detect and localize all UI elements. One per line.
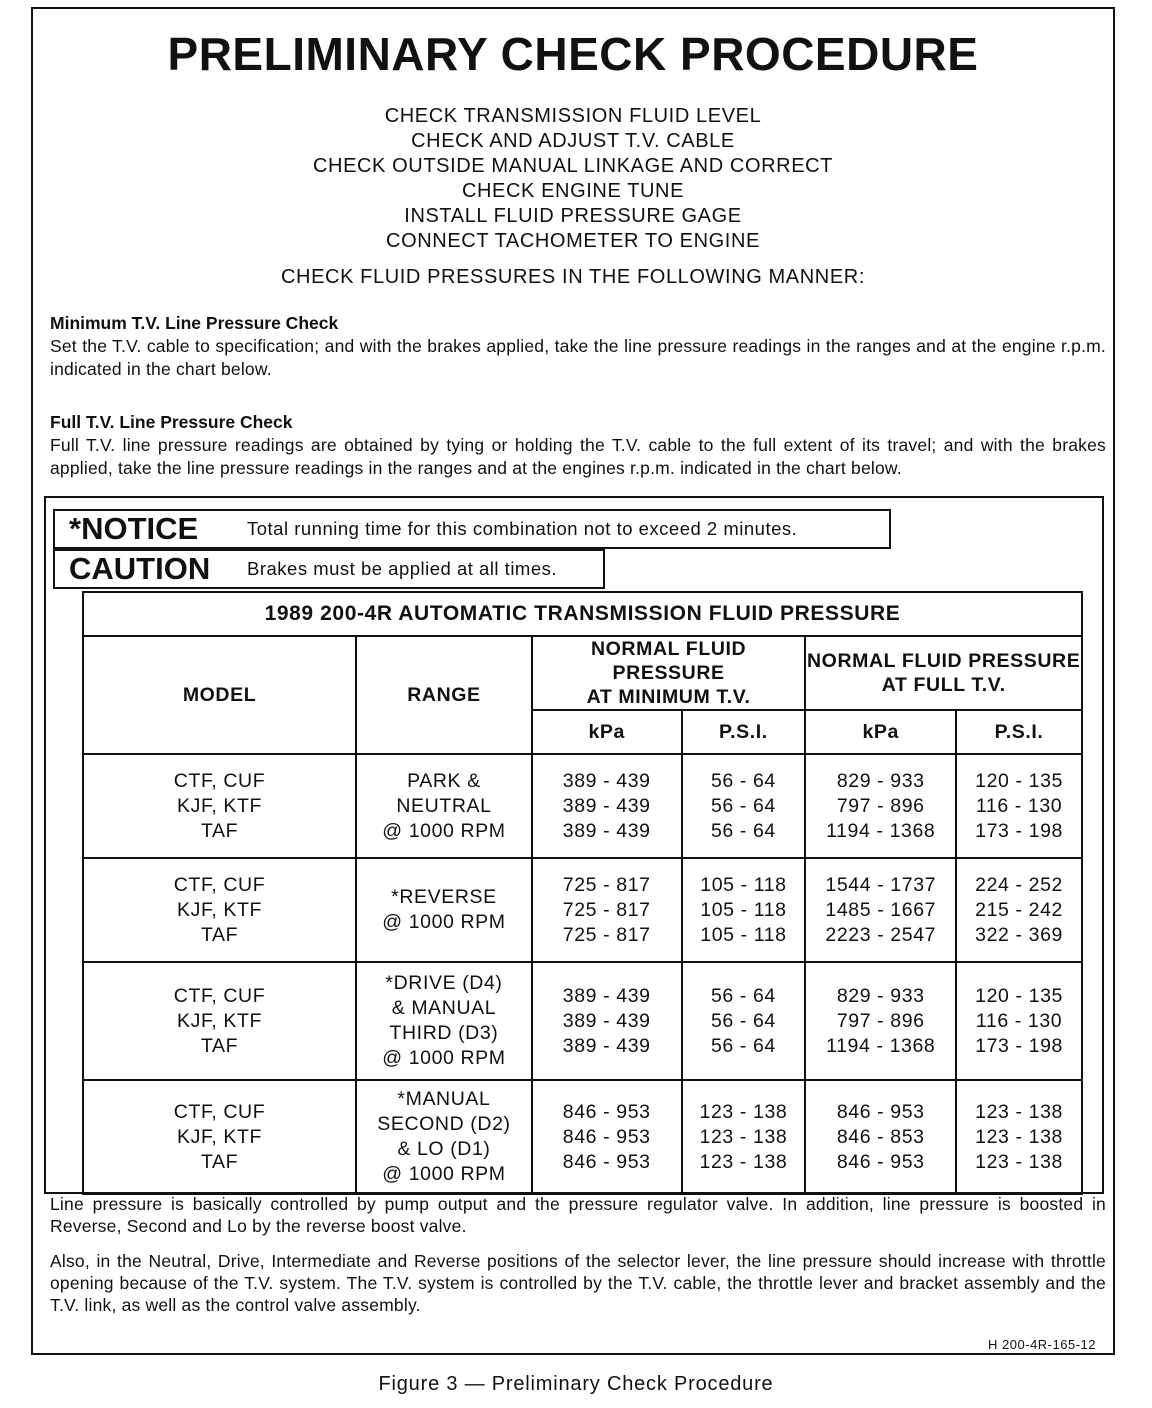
min-psi-cell — [682, 962, 806, 1080]
value-line: 173 - 198 — [975, 819, 1063, 842]
check-item: CONNECT TACHOMETER TO ENGINE — [386, 230, 760, 252]
fluid-pressure-table — [82, 591, 1083, 1195]
figure-caption: Figure 3 — Preliminary Check Procedure — [378, 1373, 774, 1395]
value-line: 123 - 138 — [975, 1125, 1063, 1148]
value-line: 389 - 439 — [562, 819, 651, 842]
caution-label: CAUTION — [69, 551, 211, 586]
full-tv-header — [805, 636, 1082, 710]
model-line: KJF, KTF — [177, 1125, 263, 1148]
notice-text: Total running time for this combination not to exceed 2 minutes. — [247, 518, 798, 539]
footer-paragraph: Line pressure is basically controlled by pump output and the pressure regulator valve. In addition, line pressure is boosted in Reverse, Second and Lo by the reverse boost valve. — [50, 1194, 1106, 1236]
value-line: 389 - 439 — [562, 1034, 651, 1057]
value-line: 56 - 64 — [710, 794, 776, 817]
table-row — [83, 754, 1082, 858]
full-psi-cell — [956, 858, 1082, 962]
value-line: 120 - 135 — [975, 769, 1063, 792]
range-line: *REVERSE — [391, 886, 497, 908]
value-line: 224 - 252 — [975, 873, 1063, 896]
full-tv-section — [50, 411, 1106, 480]
value-line: 1194 - 1368 — [826, 819, 936, 842]
check-item: CHECK ENGINE TUNE — [461, 180, 685, 202]
value-line: 389 - 439 — [562, 769, 651, 792]
full-tv-text: Full T.V. line pressure readings are obtained by tying or holding the T.V. cable to the full extent of its travel; and with the brakes applied, take the line pressure readings in the ranges and at the engines r.p.m. indicated in the chart below. — [50, 435, 1106, 478]
range-cell — [356, 962, 532, 1080]
min-kpa-cell — [532, 962, 682, 1080]
models-cell — [83, 962, 356, 1080]
range-line: *DRIVE (D4) — [385, 972, 503, 994]
notice-label: *NOTICE — [69, 511, 199, 546]
check-item: CHECK TRANSMISSION FLUID LEVEL — [384, 105, 762, 127]
value-line: 1485 - 1667 — [825, 898, 937, 921]
check-list — [33, 104, 1113, 290]
min-tv-heading: Minimum T.V. Line Pressure Check — [50, 313, 339, 333]
value-line: 116 - 130 — [975, 794, 1063, 817]
value-line: 829 - 933 — [836, 769, 925, 792]
value-line: 797 - 896 — [836, 794, 925, 817]
range-line: PARK & — [407, 769, 481, 792]
value-line: 322 - 369 — [975, 923, 1063, 946]
value-line: 215 - 242 — [975, 898, 1063, 921]
range-line: @ 1000 RPM — [382, 819, 506, 842]
range-line: & LO (D1) — [397, 1138, 491, 1160]
min-kpa-cell — [532, 1080, 682, 1194]
value-line: 2223 - 2547 — [825, 923, 937, 946]
models-cell — [83, 1080, 356, 1194]
check-item: INSTALL FLUID PRESSURE GAGE — [404, 205, 742, 227]
value-line: 56 - 64 — [710, 819, 776, 842]
full-tv-header-line: AT FULL T.V. — [881, 674, 1006, 696]
full-kpa-cell — [805, 962, 956, 1080]
min-tv-text: Set the T.V. cable to specification; and with the brakes applied, take the line pressure readings in the ranges and at the engine r.p.m. indicated in the chart below. — [50, 336, 1106, 379]
model-line: TAF — [200, 923, 239, 946]
value-line: 389 - 439 — [562, 1009, 651, 1032]
page-title: PRELIMINARY CHECK PROCEDURE — [167, 28, 979, 80]
full-psi-cell — [956, 1080, 1082, 1194]
value-line: 56 - 64 — [710, 1034, 776, 1057]
value-line: 846 - 953 — [562, 1125, 651, 1148]
value-line: 56 - 64 — [710, 769, 776, 792]
full-kpa-cell — [805, 754, 956, 858]
model-line: TAF — [200, 1150, 239, 1173]
value-line: 846 - 953 — [562, 1100, 651, 1123]
model-line: KJF, KTF — [177, 898, 263, 921]
full-psi-cell — [956, 754, 1082, 858]
model-line: CTF, CUF — [173, 873, 266, 896]
value-line: 105 - 118 — [700, 873, 787, 896]
range-line: *MANUAL — [397, 1088, 491, 1110]
unit-kpa-full: kPa — [805, 710, 956, 754]
full-tv-header-line: NORMAL FLUID PRESSURE — [807, 650, 1081, 672]
value-line: 725 - 817 — [562, 898, 651, 921]
check-manner: CHECK FLUID PRESSURES IN THE FOLLOWING MANNER: — [281, 266, 865, 288]
unit-psi-full: P.S.I. — [956, 710, 1082, 754]
models-cell — [83, 754, 356, 858]
value-line: 1194 - 1368 — [826, 1034, 936, 1057]
min-tv-section — [50, 312, 1106, 381]
min-kpa-cell — [532, 858, 682, 962]
value-line: 123 - 138 — [699, 1125, 788, 1148]
range-line: @ 1000 RPM — [382, 1163, 506, 1185]
min-tv-header-line: NORMAL FLUID PRESSURE — [590, 638, 747, 684]
value-line: 797 - 896 — [836, 1009, 925, 1032]
range-cell — [356, 754, 532, 858]
full-tv-heading: Full T.V. Line Pressure Check — [50, 412, 293, 432]
table-caption: 1989 200-4R AUTOMATIC TRANSMISSION FLUID PRESSURE — [83, 592, 1082, 636]
value-line: 389 - 439 — [562, 984, 651, 1007]
value-line: 116 - 130 — [975, 1009, 1063, 1032]
value-line: 829 - 933 — [836, 984, 925, 1007]
model-line: CTF, CUF — [173, 1100, 266, 1123]
value-line: 123 - 138 — [975, 1150, 1063, 1173]
min-psi-cell — [682, 858, 806, 962]
min-tv-header-line: AT MINIMUM T.V. — [586, 686, 751, 708]
value-line: 1544 - 1737 — [825, 873, 937, 896]
full-psi-cell — [956, 962, 1082, 1080]
caution-box — [53, 549, 605, 589]
value-line: 846 - 953 — [836, 1100, 925, 1123]
model-line: TAF — [200, 819, 239, 842]
model-line: CTF, CUF — [173, 769, 266, 792]
value-line: 56 - 64 — [710, 1009, 776, 1032]
check-item: CHECK OUTSIDE MANUAL LINKAGE AND CORRECT — [312, 155, 833, 177]
value-line: 123 - 138 — [699, 1150, 788, 1173]
value-line: 725 - 817 — [562, 923, 651, 946]
check-item: CHECK AND ADJUST T.V. CABLE — [411, 130, 735, 152]
value-line: 56 - 64 — [710, 984, 776, 1007]
caution-text: Brakes must be applied at all times. — [247, 558, 558, 579]
model-line: KJF, KTF — [177, 1009, 263, 1032]
range-cell — [356, 858, 532, 962]
full-kpa-cell — [805, 1080, 956, 1194]
models-cell — [83, 858, 356, 962]
full-kpa-cell — [805, 858, 956, 962]
unit-kpa-min: kPa — [532, 710, 682, 754]
range-line: & MANUAL — [391, 997, 497, 1019]
table-row — [83, 962, 1082, 1080]
range-line: NEUTRAL — [396, 794, 492, 817]
value-line: 105 - 118 — [700, 923, 787, 946]
value-line: 120 - 135 — [975, 984, 1063, 1007]
range-header: RANGE — [356, 636, 532, 754]
model-header: MODEL — [83, 636, 356, 754]
value-line: 725 - 817 — [562, 873, 651, 896]
footer-paragraph: Also, in the Neutral, Drive, Intermediate and Reverse positions of the selector lever, the line pressure should increase with throttle opening because of the T.V. system. The T.V. system is controlled by the T.V. cable, the throttle lever and bracket assembly and the T.V. link, as well as the control valve assembly. — [50, 1251, 1106, 1315]
min-tv-header — [532, 636, 806, 710]
range-line: THIRD (D3) — [389, 1022, 499, 1044]
value-line: 173 - 198 — [975, 1034, 1063, 1057]
document-code: H 200-4R-165-12 — [988, 1337, 1096, 1352]
value-line: 123 - 138 — [699, 1100, 788, 1123]
value-line: 123 - 138 — [975, 1100, 1063, 1123]
range-line: @ 1000 RPM — [382, 1047, 506, 1069]
table-row — [83, 1080, 1082, 1194]
notice-box — [53, 509, 891, 549]
range-line: SECOND (D2) — [377, 1113, 511, 1135]
range-cell — [356, 1080, 532, 1194]
unit-psi-min: P.S.I. — [682, 710, 806, 754]
model-line: KJF, KTF — [177, 794, 263, 817]
model-line: TAF — [200, 1034, 239, 1057]
table-row — [83, 858, 1082, 962]
page-frame — [31, 7, 1115, 1355]
value-line: 846 - 953 — [562, 1150, 651, 1173]
min-psi-cell — [682, 754, 806, 858]
value-line: 105 - 118 — [700, 898, 787, 921]
model-line: CTF, CUF — [173, 984, 266, 1007]
min-kpa-cell — [532, 754, 682, 858]
range-line: @ 1000 RPM — [382, 911, 506, 933]
value-line: 846 - 953 — [836, 1150, 925, 1173]
value-line: 389 - 439 — [562, 794, 651, 817]
value-line: 846 - 853 — [836, 1125, 925, 1148]
min-psi-cell — [682, 1080, 806, 1194]
